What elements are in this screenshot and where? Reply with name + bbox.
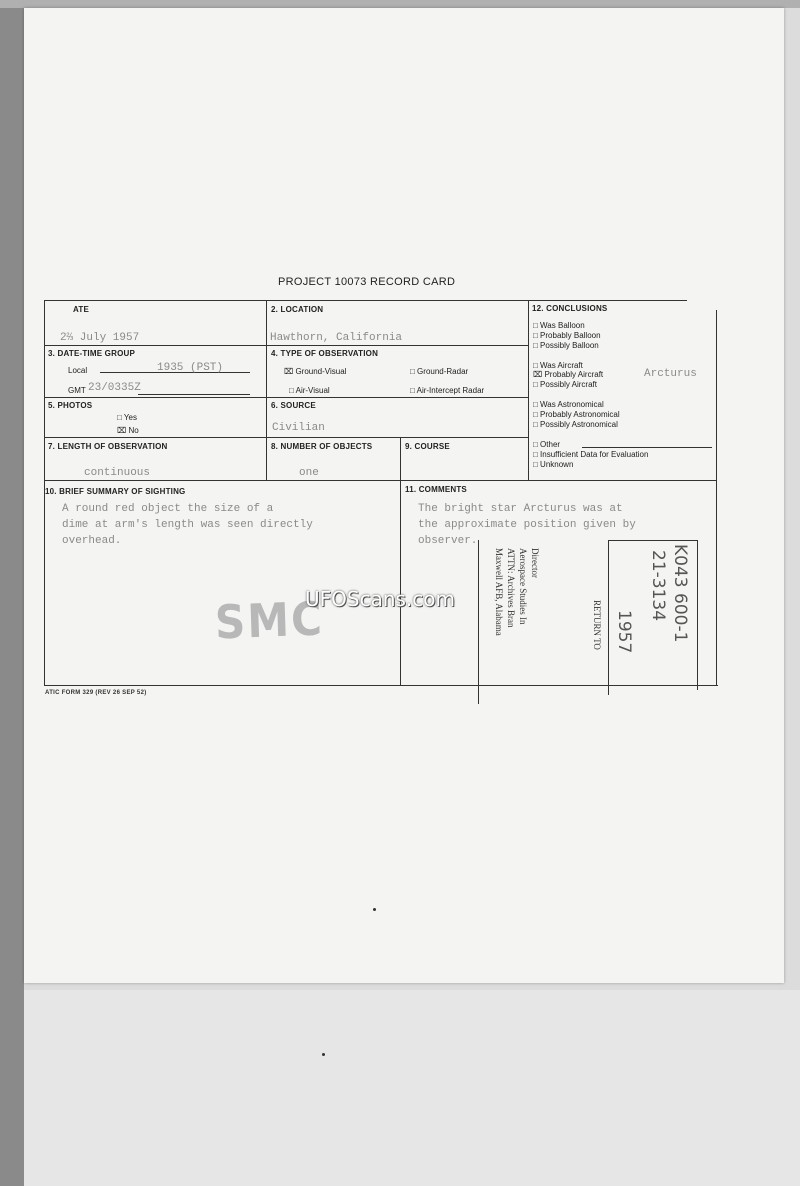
number-objects-label: 8. NUMBER OF OBJECTS xyxy=(271,442,373,451)
scan-background xyxy=(24,990,800,1186)
scan-top-edge xyxy=(0,0,800,8)
conclusions-label: 12. CONCLUSIONS xyxy=(532,304,608,313)
conclusion-aircraft-note: Arcturus xyxy=(644,368,697,380)
return-to-stamp xyxy=(478,540,700,704)
date-label: ATE xyxy=(73,305,90,314)
photos-label: 5. PHOTOS xyxy=(48,401,93,410)
source-label: 6. SOURCE xyxy=(271,401,316,410)
conclusion-probably-astronomical: □ Probably Astronomical xyxy=(533,410,620,419)
summary-label: 10. BRIEF SUMMARY OF SIGHTING xyxy=(45,487,186,496)
type-observation-label: 4. TYPE OF OBSERVATION xyxy=(271,349,379,358)
option-air-intercept-radar: □ Air-Intercept Radar xyxy=(410,386,485,395)
conclusion-insufficient-data: □ Insufficient Data for Evaluation xyxy=(533,450,649,459)
conclusion-possibly-balloon: □ Possibly Balloon xyxy=(533,341,599,350)
conclusion-unknown: □ Unknown xyxy=(533,460,574,469)
conclusion-other: □ Other xyxy=(533,440,561,449)
photos-no: ⌧ No xyxy=(117,426,139,435)
scan-left-edge xyxy=(0,0,24,1186)
comments-label: 11. COMMENTS xyxy=(405,485,467,494)
handwritten-case-number: 21-3134 xyxy=(648,550,668,622)
dtg-local-label: Local xyxy=(68,366,88,375)
form-identifier: ATIC FORM 329 (REV 26 SEP 52) xyxy=(45,690,147,696)
comments-value: The bright star Arcturus was at the approximate position given by observer. xyxy=(418,503,636,547)
dtg-local-value: 1935 (PST) xyxy=(157,362,224,374)
return-line-3: ATTN: Archives Bran xyxy=(506,548,516,628)
summary-value: A round red object the size of a dime at arm's length was seen directly overhead. xyxy=(62,503,313,547)
source-value: Civilian xyxy=(272,422,325,434)
handwritten-file-number: K043 600-1 xyxy=(670,544,690,643)
conclusion-was-balloon: □ Was Balloon xyxy=(533,321,585,330)
return-line-1: Director xyxy=(530,548,540,578)
conclusion-probably-aircraft: ⌧ Probably Aircraft xyxy=(533,370,604,379)
option-ground-radar: □ Ground-Radar xyxy=(410,367,469,376)
date-value: 2⅔ July 1957 xyxy=(60,332,140,344)
option-air-visual: □ Air-Visual xyxy=(289,386,330,395)
paper-speck xyxy=(373,908,376,911)
conclusion-possibly-aircraft: □ Possibly Aircraft xyxy=(533,380,597,389)
smc-stamp: SMC xyxy=(214,591,325,650)
return-line-4: Maxwell AFB, Alabama xyxy=(494,548,504,636)
option-ground-visual: ⌧ Ground-Visual xyxy=(284,367,347,376)
conclusion-probably-balloon: □ Probably Balloon xyxy=(533,331,601,340)
dtg-label: 3. DATE-TIME GROUP xyxy=(48,349,136,358)
return-line-2: Aerospace Studies In xyxy=(518,548,528,625)
conclusion-was-astronomical: □ Was Astronomical xyxy=(533,400,604,409)
photos-yes: □ Yes xyxy=(117,413,137,422)
dtg-gmt-label: GMT xyxy=(68,386,86,395)
length-value: continuous xyxy=(84,467,151,479)
conclusion-possibly-astronomical: □ Possibly Astronomical xyxy=(533,420,618,429)
site-watermark: UFOScans.com xyxy=(305,587,455,611)
handwritten-year: 1957 xyxy=(614,610,634,654)
paper-speck xyxy=(322,1053,325,1056)
location-value: Hawthorn, California xyxy=(270,332,403,344)
location-label: 2. LOCATION xyxy=(271,305,324,314)
course-label: 9. COURSE xyxy=(405,442,450,451)
conclusion-was-aircraft: □ Was Aircraft xyxy=(533,361,583,370)
card-title: PROJECT 10073 RECORD CARD xyxy=(278,276,456,288)
return-to-label: RETURN TO xyxy=(592,600,602,650)
length-label: 7. LENGTH OF OBSERVATION xyxy=(48,442,168,451)
number-objects-value: one xyxy=(299,467,319,479)
dtg-gmt-value: 23/0335Z xyxy=(88,382,141,394)
